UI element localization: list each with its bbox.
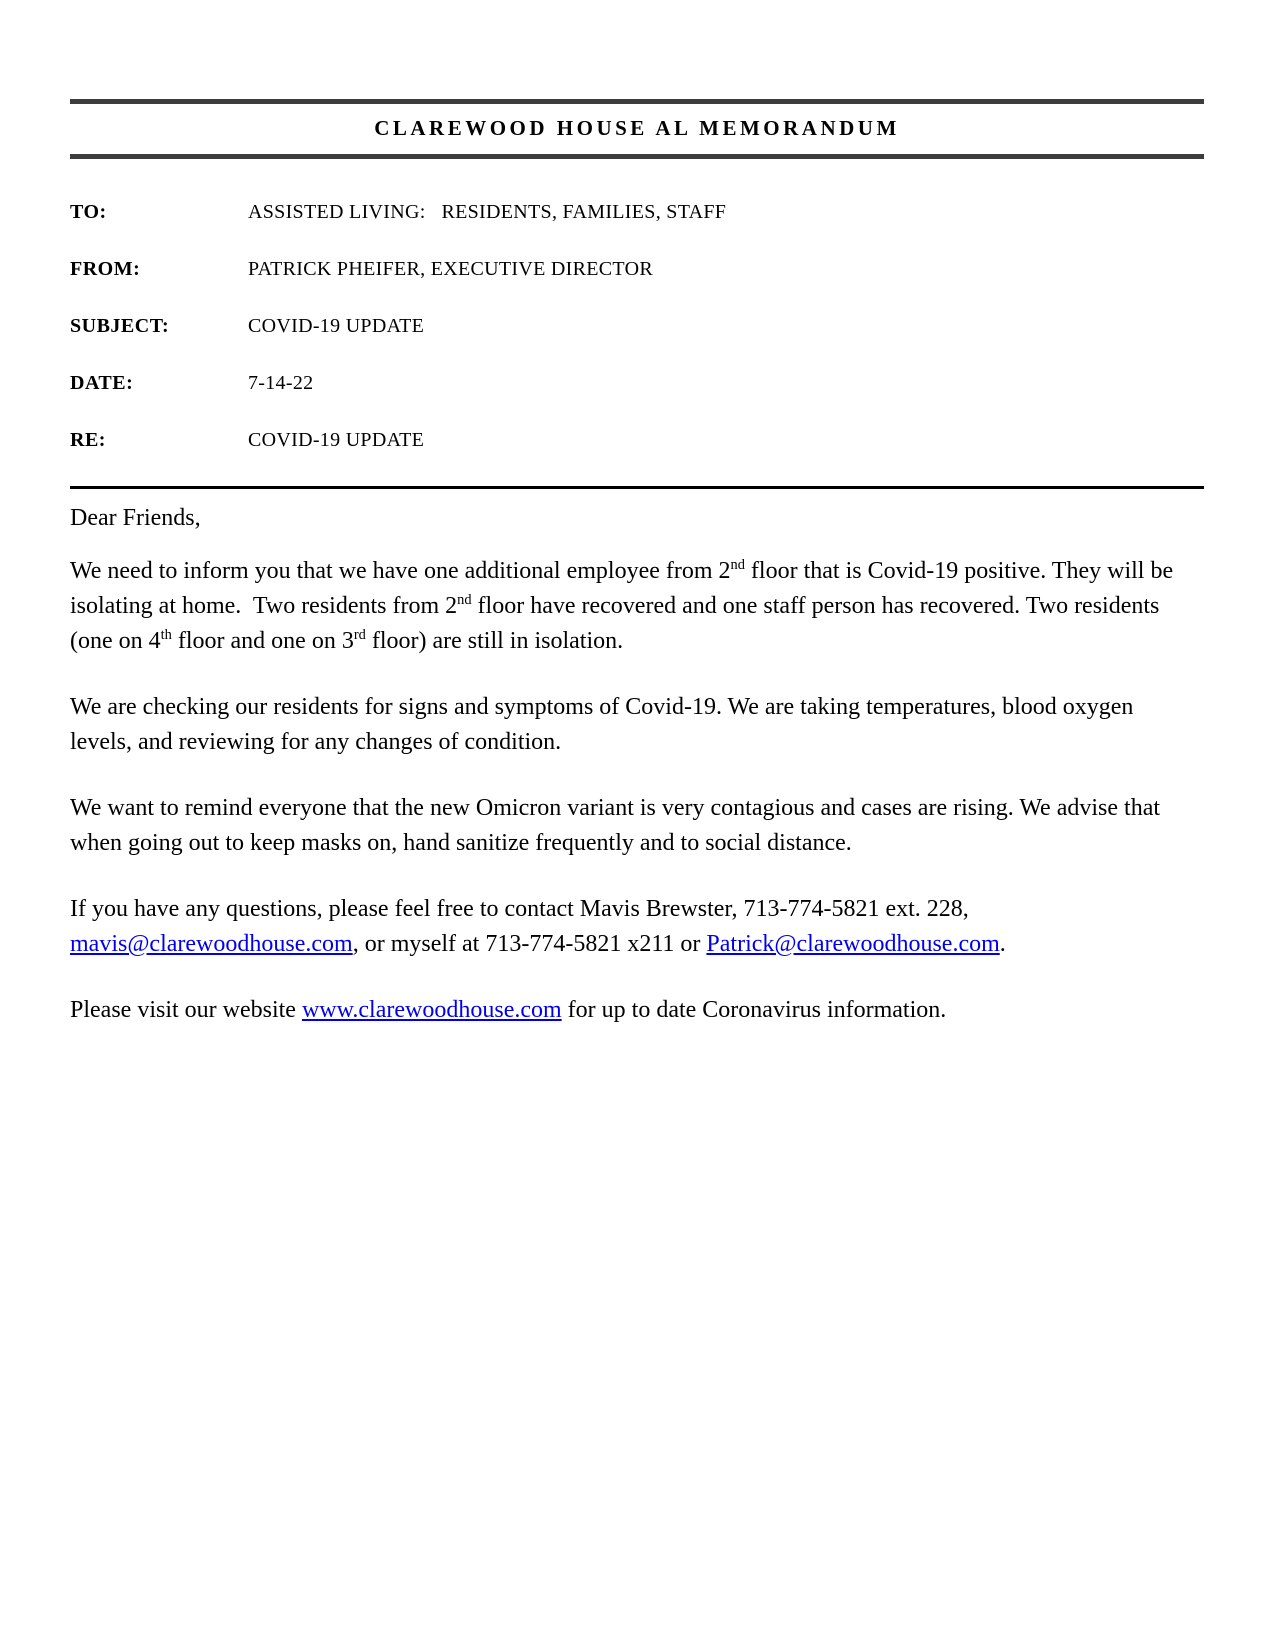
field-label-re: RE: [70, 429, 106, 451]
patrick-email-link[interactable]: Patrick@clarewoodhouse.com [706, 931, 1000, 957]
field-label-to: TO: [70, 201, 107, 223]
paragraph [70, 892, 1175, 962]
text-run: floor and one on 3 [171, 628, 354, 654]
website-link[interactable]: www.clarewoodhouse.com [301, 997, 562, 1023]
text-run: If you have any questions, please feel free to contact Mavis Brewster, 713-774-5821 ext. 228, [70, 896, 975, 922]
text-run: Please visit our website [70, 997, 302, 1023]
body-separator-rule [70, 486, 1204, 489]
text-run: floor have recovered and one staff person has recovered. Two residents (one on 4 [70, 593, 1166, 654]
field-label-from: FROM: [70, 258, 141, 280]
field-label-subject: SUBJECT: [70, 315, 170, 337]
field-value-subject: COVID-19 UPDATE [248, 315, 425, 337]
field-value-date: 7-14-22 [248, 372, 314, 394]
top-double-rule [70, 99, 1204, 104]
memo-body [70, 505, 1204, 1028]
text-run: We need to inform you that we have one additional employee from 2 [70, 558, 731, 584]
ordinal-superscript: nd [457, 592, 472, 608]
ordinal-superscript: th [160, 627, 172, 643]
paragraph [70, 690, 1175, 760]
field-row-to [70, 201, 1204, 224]
ordinal-superscript: nd [730, 557, 745, 573]
memo-title: CLAREWOOD HOUSE AL MEMORANDUM [374, 116, 900, 140]
text-run: We are checking our residents for signs and symptoms of Covid-19. We are taking temperatures, blood oxygen levels, and reviewing for any changes of condition. [70, 694, 1140, 755]
field-value-re: COVID-19 UPDATE [248, 429, 425, 451]
text-run: We want to remind everyone that the new Omicron variant is very contagious and cases are rising. We advise that when going out to keep masks on, hand sanitize frequently and to social distance. [70, 795, 1167, 856]
field-row-subject [70, 315, 1204, 338]
mavis-email-link[interactable]: mavis@clarewoodhouse.com [70, 931, 353, 957]
field-row-from [70, 258, 1204, 281]
paragraph [70, 791, 1175, 861]
field-value-to: ASSISTED LIVING: RESIDENTS, FAMILIES, STAFF [248, 201, 727, 223]
memo-header-fields [70, 201, 1204, 452]
paragraph [70, 554, 1180, 659]
text-run: . [999, 931, 1006, 957]
memo-paragraphs [70, 554, 1204, 1028]
text-run: for up to date Coronavirus information. [561, 997, 947, 1023]
field-label-date: DATE: [70, 372, 134, 394]
ordinal-superscript: rd [353, 627, 366, 643]
text-run: , or myself at 713-774-5821 x211 or [352, 931, 707, 957]
salutation: Dear Friends, [70, 505, 201, 531]
title-bottom-rule [70, 154, 1204, 159]
paragraph [70, 993, 1175, 1028]
field-row-re [70, 429, 1204, 452]
field-value-from: PATRICK PHEIFER, EXECUTIVE DIRECTOR [248, 258, 653, 280]
text-run: floor) are still in isolation. [365, 628, 624, 654]
field-row-date [70, 372, 1204, 395]
text-run: floor that is Covid-19 positive. They will be isolating at home. Two residents from 2 [70, 558, 1180, 619]
